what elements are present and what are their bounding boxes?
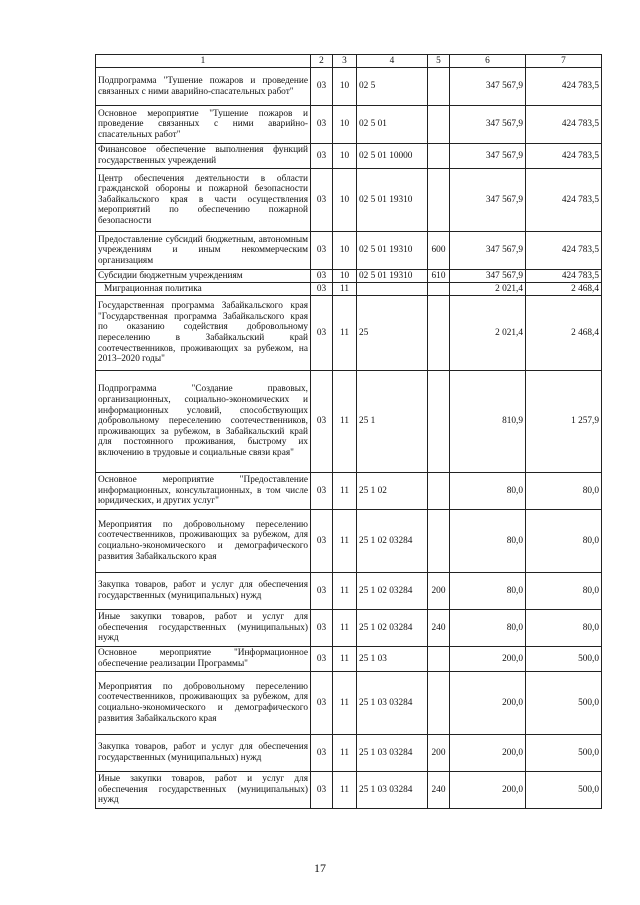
row-amount-year1: 80,0 [450, 573, 526, 610]
row-expense-type [428, 283, 450, 296]
row-amount-year2: 2 468,4 [526, 283, 602, 296]
row-amount-year1: 80,0 [450, 473, 526, 510]
table-row [96, 473, 602, 510]
row-name: Подпрограмма "Создание правовых, организационных, социально-экономических и информационных условий, способствующих добровольному переселению соотечественников, проживающих за рубежом, в Забайкальский край для постоянного проживания, быстрому их включению в трудовые и социальные связи края" [96, 371, 311, 473]
row-amount-year1: 347 567,9 [450, 144, 526, 169]
row-subsection: 10 [333, 270, 357, 283]
row-expense-type: 200 [428, 573, 450, 610]
row-target-article: 02 5 01 [357, 106, 428, 144]
row-subsection: 11 [333, 296, 357, 371]
row-amount-year2: 80,0 [526, 473, 602, 510]
row-subsection: 10 [333, 106, 357, 144]
table-row [96, 772, 602, 809]
table-row [96, 169, 602, 232]
row-amount-year1: 200,0 [450, 735, 526, 772]
header-col-2: 2 [311, 55, 333, 68]
row-expense-type: 240 [428, 610, 450, 647]
row-target-article: 25 1 02 [357, 473, 428, 510]
row-name: Финансовое обеспечение выполнения функций государственных учреждений [96, 144, 311, 169]
header-col-4: 4 [357, 55, 428, 68]
row-name: Иные закупки товаров, работ и услуг для обеспечения государственных (муниципальных) нужд [96, 772, 311, 809]
row-amount-year1: 80,0 [450, 510, 526, 573]
row-subsection: 11 [333, 510, 357, 573]
row-expense-type [428, 371, 450, 473]
row-name: Иные закупки товаров, работ и услуг для обеспечения государственных (муниципальных) нужд [96, 610, 311, 647]
row-section: 03 [311, 68, 333, 106]
row-expense-type [428, 296, 450, 371]
table-row [96, 610, 602, 647]
row-amount-year1: 200,0 [450, 672, 526, 735]
table-row [96, 270, 602, 283]
row-section: 03 [311, 772, 333, 809]
row-target-article: 25 1 03 03284 [357, 735, 428, 772]
row-amount-year2: 500,0 [526, 735, 602, 772]
row-section: 03 [311, 169, 333, 232]
row-target-article: 02 5 01 19310 [357, 169, 428, 232]
row-subsection: 11 [333, 672, 357, 735]
row-expense-type [428, 68, 450, 106]
table-row [96, 672, 602, 735]
row-subsection: 10 [333, 144, 357, 169]
row-subsection: 11 [333, 473, 357, 510]
row-amount-year2: 500,0 [526, 772, 602, 809]
row-target-article: 25 [357, 296, 428, 371]
row-section: 03 [311, 610, 333, 647]
row-name: Предоставление субсидий бюджетным, автономным учреждениям и иным некоммерческим организациям [96, 232, 311, 270]
row-expense-type: 600 [428, 232, 450, 270]
row-amount-year1: 80,0 [450, 610, 526, 647]
row-section: 03 [311, 296, 333, 371]
row-amount-year2: 424 783,5 [526, 106, 602, 144]
row-expense-type: 200 [428, 735, 450, 772]
row-amount-year2: 1 257,9 [526, 371, 602, 473]
row-target-article: 25 1 [357, 371, 428, 473]
row-amount-year1: 347 567,9 [450, 68, 526, 106]
table-header-row [96, 55, 602, 68]
row-subsection: 10 [333, 68, 357, 106]
row-amount-year2: 424 783,5 [526, 232, 602, 270]
row-amount-year2: 424 783,5 [526, 144, 602, 169]
header-col-1: 1 [96, 55, 311, 68]
row-target-article: 25 1 02 03284 [357, 610, 428, 647]
row-amount-year2: 80,0 [526, 510, 602, 573]
row-name: Субсидии бюджетным учреждениям [96, 270, 311, 283]
row-target-article: 25 1 03 03284 [357, 672, 428, 735]
row-subsection: 10 [333, 232, 357, 270]
row-section: 03 [311, 283, 333, 296]
row-expense-type [428, 473, 450, 510]
table-row [96, 283, 602, 296]
row-section: 03 [311, 573, 333, 610]
row-amount-year1: 347 567,9 [450, 169, 526, 232]
table-row [96, 735, 602, 772]
row-amount-year2: 424 783,5 [526, 169, 602, 232]
row-section: 03 [311, 735, 333, 772]
row-target-article: 02 5 01 19310 [357, 270, 428, 283]
row-section: 03 [311, 144, 333, 169]
row-expense-type [428, 169, 450, 232]
row-expense-type [428, 647, 450, 672]
row-subsection: 10 [333, 169, 357, 232]
header-col-7: 7 [526, 55, 602, 68]
row-amount-year2: 500,0 [526, 647, 602, 672]
row-name: Мероприятия по добровольному переселению соотечественников, проживающих за рубежом, для социально-экономического и демографического развития Забайкальского края [96, 510, 311, 573]
row-name: Подпрограмма "Тушение пожаров и проведение связанных с ними аварийно-спасательных работ" [96, 68, 311, 106]
row-subsection: 11 [333, 283, 357, 296]
row-expense-type [428, 672, 450, 735]
row-section: 03 [311, 232, 333, 270]
row-amount-year2: 2 468,4 [526, 296, 602, 371]
row-amount-year2: 80,0 [526, 573, 602, 610]
row-target-article: 02 5 01 10000 [357, 144, 428, 169]
row-subsection: 11 [333, 735, 357, 772]
table-row [96, 296, 602, 371]
row-name: Закупка товаров, работ и услуг для обеспечения государственных (муниципальных) нужд [96, 573, 311, 610]
row-expense-type [428, 144, 450, 169]
row-amount-year2: 424 783,5 [526, 270, 602, 283]
row-section: 03 [311, 647, 333, 672]
table-row [96, 371, 602, 473]
row-section: 03 [311, 270, 333, 283]
row-amount-year1: 200,0 [450, 647, 526, 672]
row-amount-year2: 424 783,5 [526, 68, 602, 106]
row-subsection: 11 [333, 610, 357, 647]
row-subsection: 11 [333, 371, 357, 473]
table-row [96, 573, 602, 610]
row-subsection: 11 [333, 573, 357, 610]
row-amount-year1: 810,9 [450, 371, 526, 473]
table-row [96, 68, 602, 106]
table-row [96, 510, 602, 573]
table-row [96, 647, 602, 672]
row-subsection: 11 [333, 772, 357, 809]
row-amount-year1: 347 567,9 [450, 106, 526, 144]
header-col-5: 5 [428, 55, 450, 68]
row-target-article: 02 5 01 19310 [357, 232, 428, 270]
row-name: Основное мероприятие "Тушение пожаров и проведение связанных с ними аварийно-спасательных работ" [96, 106, 311, 144]
row-amount-year2: 500,0 [526, 672, 602, 735]
row-section: 03 [311, 106, 333, 144]
row-name: Мероприятия по добровольному переселению соотечественников, проживающих за рубежом, для социально-экономического и демографического развития Забайкальского края [96, 672, 311, 735]
row-section: 03 [311, 510, 333, 573]
row-expense-type: 240 [428, 772, 450, 809]
row-subsection: 11 [333, 647, 357, 672]
row-amount-year1: 347 567,9 [450, 232, 526, 270]
row-amount-year2: 80,0 [526, 610, 602, 647]
row-name: Центр обеспечения деятельности в области гражданской обороны и пожарной безопасности Забайкальского края в части осуществления мероприятий по обеспечению пожарной безопасности [96, 169, 311, 232]
row-expense-type: 610 [428, 270, 450, 283]
page-number: 17 [314, 861, 326, 875]
row-target-article: 02 5 [357, 68, 428, 106]
row-target-article: 25 1 03 03284 [357, 772, 428, 809]
header-col-6: 6 [450, 55, 526, 68]
row-target-article: 25 1 02 03284 [357, 510, 428, 573]
header-col-3: 3 [333, 55, 357, 68]
row-target-article: 25 1 03 [357, 647, 428, 672]
row-section: 03 [311, 473, 333, 510]
row-target-article: 25 1 02 03284 [357, 573, 428, 610]
row-amount-year1: 2 021,4 [450, 283, 526, 296]
row-amount-year1: 347 567,9 [450, 270, 526, 283]
table-row [96, 106, 602, 144]
row-expense-type [428, 510, 450, 573]
row-target-article [357, 283, 428, 296]
row-section: 03 [311, 371, 333, 473]
table-row [96, 232, 602, 270]
row-name: Закупка товаров, работ и услуг для обеспечения государственных (муниципальных) нужд [96, 735, 311, 772]
row-name: Основное мероприятие "Предоставление информационных, консультационных, в том числе юридических, и других услуг" [96, 473, 311, 510]
row-name: Основное мероприятие "Информационное обеспечение реализации Программы" [96, 647, 311, 672]
row-section: 03 [311, 672, 333, 735]
row-amount-year1: 2 021,4 [450, 296, 526, 371]
row-name: Миграционная политика [96, 283, 311, 296]
row-expense-type [428, 106, 450, 144]
budget-table [95, 54, 602, 809]
row-name: Государственная программа Забайкальского края "Государственная программа Забайкальского края по оказанию содействия добровольному переселению в Забайкальский край соотечественников, проживающих за рубежом, на 2013–2020 годы" [96, 296, 311, 371]
row-amount-year1: 200,0 [450, 772, 526, 809]
table-row [96, 144, 602, 169]
